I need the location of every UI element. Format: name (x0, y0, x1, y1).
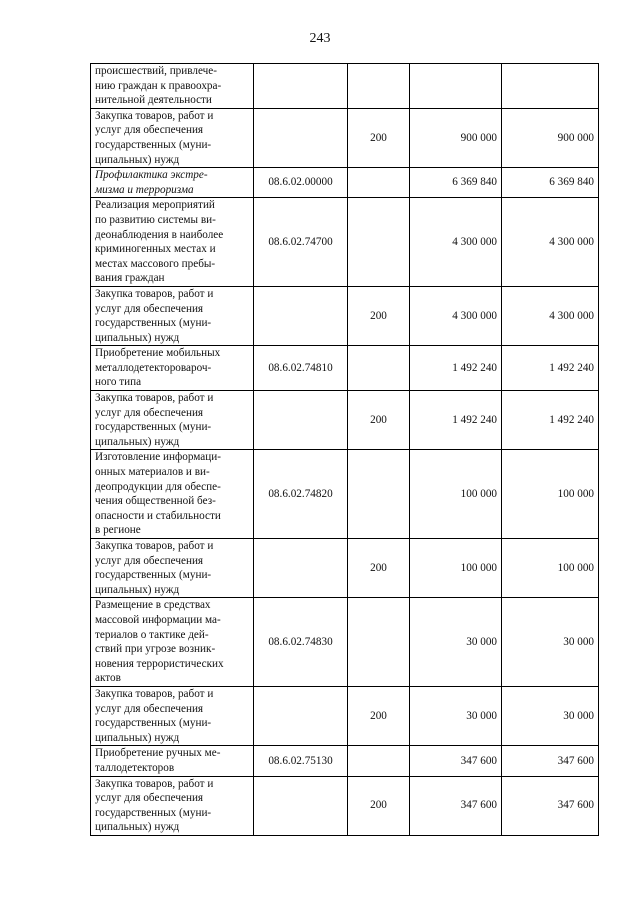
row-name-line: государственных (муни- (95, 569, 212, 582)
row-name-line: нию граждан к правоохра- (95, 79, 222, 92)
row-code-cell (254, 686, 348, 745)
row-kvr-cell (348, 198, 410, 287)
row-name-line: услуг для обеспечения (95, 124, 204, 137)
row-name-line: услуг для обеспечения (95, 302, 204, 315)
row-code-cell: 08.6.02.75130 (254, 746, 348, 776)
table-row (91, 539, 599, 598)
row-name-cell (91, 391, 254, 450)
row-name-line: массовой информации ма- (95, 613, 221, 626)
row-name-line: нительной деятельности (95, 94, 212, 107)
page-number: 243 (309, 31, 331, 46)
row-name-line: новения террористических (95, 657, 224, 670)
table-row (91, 286, 599, 345)
row-sum-2023-cell (410, 64, 502, 109)
row-code-cell: 08.6.02.00000 (254, 168, 348, 198)
row-kvr-cell (348, 746, 410, 776)
row-code-cell (254, 539, 348, 598)
row-name-line: ципальных) нужд (95, 435, 180, 448)
row-name-line: териалов о тактике дей- (95, 628, 209, 641)
row-name-line: деопродукции для обеспе- (95, 480, 221, 493)
row-name-line: деонаблюдения в наиболее (95, 228, 224, 241)
row-kvr-cell: 200 (348, 108, 410, 167)
row-sum-2024-cell: 30 000 (502, 598, 599, 687)
row-sum-2024-cell: 100 000 (502, 450, 599, 539)
table-row (91, 198, 599, 287)
row-name-line: услуг для обеспечения (95, 792, 204, 805)
row-name-line: государственных (муни- (95, 717, 212, 730)
row-name-line: Закупка товаров, работ и (95, 687, 214, 700)
row-sum-2024-cell: 1 492 240 (502, 391, 599, 450)
row-sum-2024-cell: 4 300 000 (502, 198, 599, 287)
row-sum-2023-cell: 4 300 000 (410, 286, 502, 345)
row-name-line: государственных (муни- (95, 138, 212, 151)
table-row (91, 391, 599, 450)
row-name-line: ципальных) нужд (95, 821, 180, 834)
row-sum-2023-cell: 100 000 (410, 450, 502, 539)
row-kvr-cell (348, 346, 410, 391)
row-name-line: Профилактика экстре- (95, 169, 208, 182)
row-name-line: происшествий, привлече- (95, 65, 217, 77)
row-sum-2024-cell (502, 64, 599, 109)
row-sum-2024-cell: 1 492 240 (502, 346, 599, 391)
row-name-line: Приобретение ручных ме- (95, 747, 221, 760)
row-kvr-cell (348, 64, 410, 109)
row-name-cell (91, 776, 254, 835)
table-row (91, 64, 599, 109)
row-name-line: ципальных) нужд (95, 153, 180, 166)
row-sum-2024-cell: 347 600 (502, 746, 599, 776)
row-name-line: Закупка товаров, работ и (95, 777, 214, 790)
row-code-cell (254, 391, 348, 450)
row-kvr-cell: 200 (348, 286, 410, 345)
row-name-cell (91, 539, 254, 598)
row-name-line: вания граждан (95, 272, 165, 285)
row-name-line: в регионе (95, 524, 141, 537)
row-sum-2023-cell: 347 600 (410, 746, 502, 776)
row-sum-2023-cell: 900 000 (410, 108, 502, 167)
row-sum-2024-cell: 4 300 000 (502, 286, 599, 345)
row-name-line: Реализация мероприятий (95, 199, 215, 212)
row-name-cell (91, 450, 254, 539)
row-code-cell: 08.6.02.74810 (254, 346, 348, 391)
row-name-line: Закупка товаров, работ и (95, 287, 214, 300)
table-row (91, 686, 599, 745)
row-name-line: таллодетекторов (95, 761, 175, 774)
table-row (91, 746, 599, 776)
table-row (91, 450, 599, 539)
row-name-cell (91, 286, 254, 345)
row-code-cell (254, 108, 348, 167)
row-sum-2024-cell: 347 600 (502, 776, 599, 835)
row-kvr-cell: 200 (348, 539, 410, 598)
row-sum-2023-cell: 100 000 (410, 539, 502, 598)
row-kvr-cell (348, 598, 410, 687)
row-name-line: ципальных) нужд (95, 583, 180, 596)
row-kvr-cell (348, 168, 410, 198)
row-name-line: ципальных) нужд (95, 731, 180, 744)
row-name-line: по развитию системы ви- (95, 213, 216, 226)
row-name-line: чения общественной без- (95, 495, 216, 508)
row-name-cell (91, 686, 254, 745)
row-code-cell (254, 286, 348, 345)
row-kvr-cell (348, 450, 410, 539)
row-name-line: криминогенных местах и (95, 243, 216, 256)
row-name-line: услуг для обеспечения (95, 554, 204, 567)
row-name-cell (91, 168, 254, 198)
row-sum-2023-cell: 6 369 840 (410, 168, 502, 198)
row-kvr-cell: 200 (348, 686, 410, 745)
table-row (91, 598, 599, 687)
budget-table-body (91, 64, 599, 836)
row-name-cell (91, 346, 254, 391)
table-row (91, 108, 599, 167)
row-name-line: актов (95, 672, 121, 685)
row-sum-2024-cell: 6 369 840 (502, 168, 599, 198)
row-name-line: мизма и терроризма (95, 183, 194, 196)
row-code-cell (254, 64, 348, 109)
row-code-cell: 08.6.02.74820 (254, 450, 348, 539)
row-name-line: Приобретение мобильных (95, 347, 221, 360)
row-code-cell (254, 776, 348, 835)
row-name-cell (91, 746, 254, 776)
row-name-line: государственных (муни- (95, 806, 212, 819)
row-name-line: ствий при угрозе возник- (95, 643, 216, 656)
row-name-cell (91, 598, 254, 687)
row-name-line: Закупка товаров, работ и (95, 392, 214, 405)
row-kvr-cell: 200 (348, 391, 410, 450)
row-name-line: Изготовление информаци- (95, 451, 221, 464)
row-sum-2024-cell: 30 000 (502, 686, 599, 745)
budget-table (90, 63, 599, 836)
row-name-cell (91, 64, 254, 109)
row-name-cell (91, 108, 254, 167)
row-sum-2023-cell: 30 000 (410, 598, 502, 687)
row-kvr-cell: 200 (348, 776, 410, 835)
row-sum-2023-cell: 1 492 240 (410, 346, 502, 391)
row-sum-2024-cell: 100 000 (502, 539, 599, 598)
table-row (91, 346, 599, 391)
row-sum-2024-cell: 900 000 (502, 108, 599, 167)
row-code-cell: 08.6.02.74700 (254, 198, 348, 287)
row-name-line: Размещение в средствах (95, 599, 211, 612)
row-name-line: Закупка товаров, работ и (95, 540, 214, 552)
row-name-line: ного типа (95, 376, 142, 389)
row-name-line: услуг для обеспечения (95, 702, 204, 715)
row-name-line: онных материалов и ви- (95, 466, 210, 479)
row-name-line: государственных (муни- (95, 421, 212, 434)
row-name-line: местах массового пребы- (95, 257, 216, 270)
row-name-line: опасности и стабильности (95, 509, 221, 522)
row-name-line: государственных (муни- (95, 317, 212, 330)
row-name-line: металлодетекторовароч- (95, 361, 212, 374)
row-name-line: услуг для обеспечения (95, 406, 204, 419)
row-sum-2023-cell: 4 300 000 (410, 198, 502, 287)
row-name-line: ципальных) нужд (95, 331, 180, 344)
row-name-line: Закупка товаров, работ и (95, 109, 214, 122)
table-row (91, 776, 599, 835)
row-sum-2023-cell: 347 600 (410, 776, 502, 835)
table-row (91, 168, 599, 198)
row-sum-2023-cell: 1 492 240 (410, 391, 502, 450)
row-name-cell (91, 198, 254, 287)
row-sum-2023-cell: 30 000 (410, 686, 502, 745)
row-code-cell: 08.6.02.74830 (254, 598, 348, 687)
